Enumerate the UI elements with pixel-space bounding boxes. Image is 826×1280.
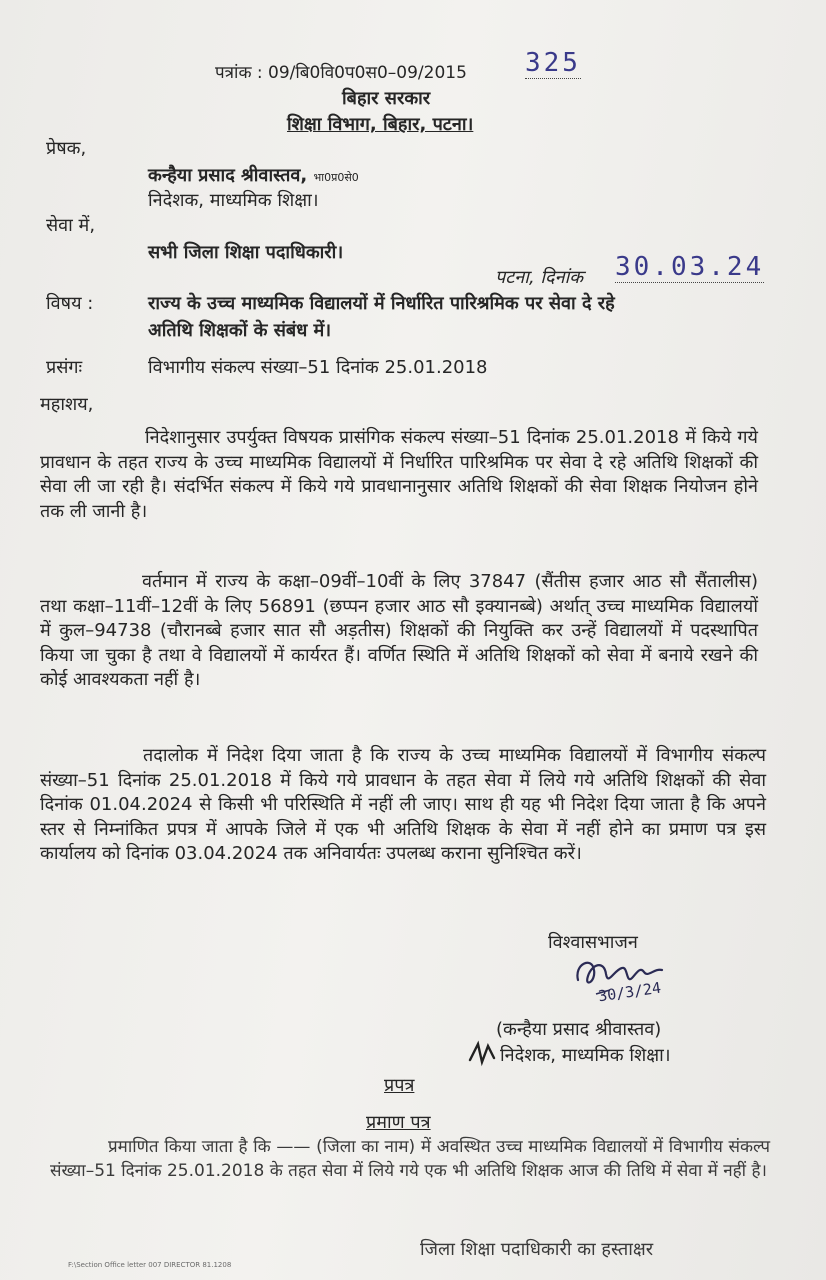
form-title: प्रपत्र [384,1075,415,1096]
body-paragraph-1: निदेशानुसार उपर्युक्त विषयक प्रासंगिक संकल्प संख्या–51 दिनांक 25.01.2018 में किये गये प्रावधान के तहत राज्य के उच्च माध्यमिक विद्यालयों में निर्धारित पारिश्रमिक पर सेवा दे रहे अतिथि शिक्षकों की सेवा ली जा रही है। संदर्भित संकल्प में किये गये प्रावधानानुसार अतिथि शिक्षकों की सेवा शिक्षक नियोजन होने तक ली जानी है। [40,427,758,522]
handwritten-date: 30.03.24 [615,252,765,282]
reference-text: विभागीय संकल्प संख्या–51 दिनांक 25.01.2018 [148,357,488,378]
footer-file-path: F:\Section Office letter 007 DIRECTOR 81.1208 [68,1261,232,1269]
reference-label: प्रसंगः [46,357,83,378]
handwritten-letter-number: 325 [525,48,581,78]
signature-date: 30/3/24 [597,978,663,1006]
certificate-text: प्रमाणित किया जाता है कि —— (जिला का नाम) में अवस्थित उच्च माध्यमिक विद्यालयों में विभागीय संकल्प संख्या–51 दिनांक 25.01.2018 के तहत सेवा में लिये गये एक भी अतिथि शिक्षक आज की तिथि में सेवा में नहीं है। [50,1137,770,1181]
signatory-designation: निदेशक, माध्यमिक शिक्षा। [500,1045,671,1066]
subject-line-1: राज्य के उच्च माध्यमिक विद्यालयों में निर्धारित पारिश्रमिक पर सेवा दे रहे [148,293,615,314]
government-name: बिहार सरकार [342,88,431,109]
recipient-name: सभी जिला शिक्षा पदाधिकारी। [148,242,344,263]
letter-reference-number: पत्रांक : 09/बि0वि0प0स0–09/2015 [215,63,467,83]
department-name: शिक्षा विभाग, बिहार, पटना। [287,114,474,135]
subject-label: विषय : [46,293,94,314]
body-paragraph-3: तदालोक में निदेश दिया जाता है कि राज्य के उच्च माध्यमिक विद्यालयों में विभागीय संकल्प संख्या–51 दिनांक 25.01.2018 में किये गये प्रावधान के तहत सेवा में लिये गये अतिथि शिक्षकों की सेवा दिनांक 01.04.2024 से किसी भी परिस्थिति में नहीं ली जाए। साथ ही यह भी निदेश दिया जाता है कि अपने स्तर से निम्नांकित प्रपत्र में आपके जिले में एक भी अतिथि शिक्षक के सेवा में नहीं होने का प्रमाण पत्र इस कार्यालय को दिनांक 03.04.2024 तक अनिवार्यतः उपलब्ध कराना सुनिश्चित करें। [40,745,766,864]
signatory-name: (कन्हैया प्रसाद श्रीवास्तव) [496,1019,662,1040]
certificate-signature-label: जिला शिक्षा पदाधिकारी का हस्ताक्षर [420,1239,654,1260]
certificate-title: प्रमाण पत्र [366,1112,431,1133]
sender-name: कन्हैया प्रसाद श्रीवास्तव, भा0प्र0से0 [148,165,359,186]
sender-service-suffix: भा0प्र0से0 [313,171,359,184]
body-paragraph-2: वर्तमान में राज्य के कक्षा–09वीं–10वीं के लिए 37847 (सैंतीस हजार आठ सौ सैंतालीस) तथा कक्षा–11वीं–12वीं के लिए 56891 (छप्पन हजार आठ सौ इक्यानब्बे) अर्थात् उच्च माध्यमिक विद्यालयों में कुल–94738 (चौरानब्बे हजार सात सौ अड़तीस) शिक्षकों की नियुक्ति कर उन्हें विद्यालयों में पदस्थापित किया जा चुका है तथा वे विद्यालयों में कार्यरत हैं। वर्णित स्थिति में अतिथि शिक्षकों को सेवा में बनाये रखने की कोई आवश्यकता नहीं है। [40,571,758,690]
date-label: पटना, दिनांक [495,267,584,288]
recipient-label: सेवा में, [46,215,96,236]
sender-label: प्रेषक, [46,138,87,159]
salutation: महाशय, [40,394,94,415]
subject-line-2: अतिथि शिक्षकों के संबंध में। [148,320,332,341]
initial-mark [466,1038,502,1072]
initial-scribble-icon [466,1038,502,1068]
sender-designation: निदेशक, माध्यमिक शिक्षा। [148,190,319,211]
faithfully-text: विश्वासभाजन [548,932,638,953]
signature-scribble-icon [570,950,680,1012]
